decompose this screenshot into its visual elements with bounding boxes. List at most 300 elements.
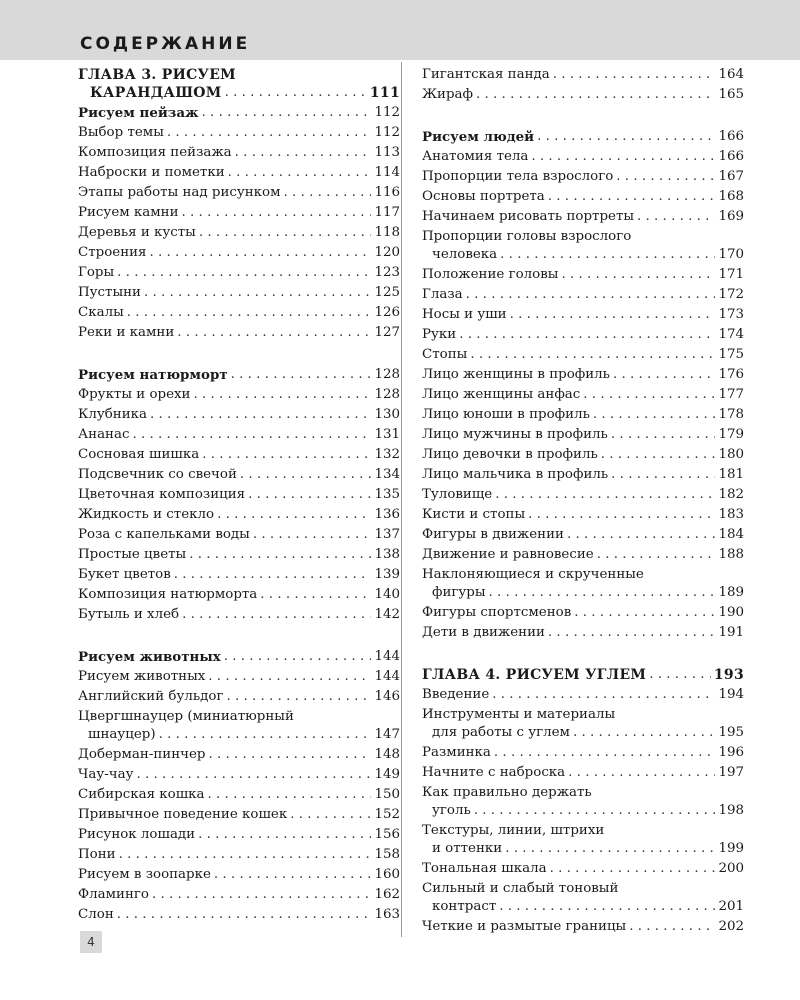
- toc-entry[interactable]: [78, 404, 400, 424]
- dot-leader: [136, 766, 371, 784]
- toc-page-number: 126: [374, 305, 400, 320]
- toc-entry-title: Носы и уши: [422, 307, 507, 322]
- toc-entry-title: Тональная шкала: [422, 861, 547, 876]
- toc-entry[interactable]: [422, 916, 744, 936]
- dot-leader: [193, 386, 371, 404]
- toc-entry-title: Привычное поведение кошек: [78, 807, 288, 822]
- toc-entry[interactable]: [422, 858, 744, 878]
- toc-entry-title: ГЛАВА 3. РИСУЕМ: [78, 67, 236, 83]
- page-title: СОДЕРЖАНИЕ: [80, 34, 251, 54]
- toc-entry[interactable]: [422, 504, 744, 524]
- toc-entry-title: Ананас: [78, 427, 130, 442]
- toc-page-number: 198: [718, 803, 744, 818]
- dot-leader: [548, 624, 716, 642]
- toc-page-number: 172: [718, 287, 744, 302]
- toc-entry-title: Разминка: [422, 745, 491, 760]
- toc-entry-title: Английский бульдог: [78, 689, 224, 704]
- toc-entry-title: Рисуем в зоопарке: [78, 867, 211, 882]
- toc-entry-title: Доберман-пинчер: [78, 747, 206, 762]
- dot-leader: [225, 84, 367, 102]
- toc-entry-title: Букет цветов: [78, 567, 171, 582]
- toc-page-number: 171: [718, 267, 744, 282]
- dot-leader: [198, 826, 371, 844]
- section-gap: [422, 104, 744, 126]
- toc-entry-title: Текстуры, линии, штрихи: [422, 823, 605, 838]
- dot-leader: [132, 426, 371, 444]
- toc-entry[interactable]: [422, 206, 744, 226]
- toc-entry-title: Слон: [78, 907, 114, 922]
- toc-entry-title: Пони: [78, 847, 116, 862]
- dot-leader: [499, 898, 715, 916]
- toc-entry-title: Рисунок лошади: [78, 827, 196, 842]
- toc-entry[interactable]: [422, 304, 744, 324]
- toc-entry-title: Пустыни: [78, 285, 141, 300]
- toc-entry-title: Пропорции тела взрослого: [422, 169, 614, 184]
- toc-page-number: 117: [374, 205, 400, 220]
- toc-entry-title: Анатомия тела: [422, 149, 529, 164]
- toc-chapter[interactable]: [422, 664, 744, 684]
- toc-page-number: 140: [374, 587, 400, 602]
- toc-entry[interactable]: [422, 684, 744, 704]
- toc-entry[interactable]: [78, 706, 400, 744]
- dot-leader: [159, 726, 372, 744]
- toc-entry[interactable]: [78, 424, 400, 444]
- dot-leader: [150, 244, 372, 262]
- toc-entry[interactable]: [78, 524, 400, 544]
- toc-entry-title: Лицо юноши в профиль: [422, 407, 590, 422]
- toc-page-number: 170: [718, 247, 744, 262]
- toc-entry[interactable]: [78, 162, 400, 182]
- toc-page-number: 176: [718, 367, 744, 382]
- toc-entry-title: Наклоняющиеся и скрученные: [422, 567, 644, 582]
- toc-entry[interactable]: [78, 182, 400, 202]
- toc-page-number: 130: [374, 407, 400, 422]
- toc-entry[interactable]: [422, 404, 744, 424]
- toc-entry-title: Выбор темы: [78, 125, 164, 140]
- dot-leader: [248, 486, 371, 504]
- dot-leader: [174, 566, 372, 584]
- dot-leader: [637, 208, 715, 226]
- toc-entry[interactable]: [78, 202, 400, 222]
- toc-entry-title: Лицо женщины анфас: [422, 387, 581, 402]
- toc-entry-title: Начинаем рисовать портреты: [422, 209, 635, 224]
- toc-page-number: 128: [374, 367, 400, 382]
- toc-entry[interactable]: [422, 464, 744, 484]
- toc-entry-title: Кисти и стопы: [422, 507, 526, 522]
- toc-entry[interactable]: [422, 762, 744, 782]
- toc-page-number: 165: [718, 87, 744, 102]
- toc-entry-title: Цвергшнауцер (миниатюрный: [78, 709, 294, 724]
- toc-page-number: 137: [374, 527, 400, 542]
- toc-entry-title: Сильный и слабый тоновый: [422, 881, 619, 896]
- toc-page-number: 135: [374, 487, 400, 502]
- toc-entry-title: Фигуры в движении: [422, 527, 564, 542]
- dot-leader: [226, 688, 371, 706]
- toc-page-number: 189: [718, 585, 744, 600]
- dot-leader: [613, 366, 715, 384]
- toc-page-number: 173: [718, 307, 744, 322]
- dot-leader: [476, 86, 715, 104]
- toc-entry[interactable]: [422, 782, 744, 820]
- toc-entry-title: Сибирская кошка: [78, 787, 205, 802]
- toc-entry[interactable]: [422, 146, 744, 166]
- toc-entry[interactable]: [78, 222, 400, 242]
- toc-entry[interactable]: [78, 744, 400, 764]
- dot-leader: [510, 306, 716, 324]
- toc-entry[interactable]: [78, 282, 400, 302]
- toc-page-number: 174: [718, 327, 744, 342]
- toc-entry-title: Подсвечник со свечой: [78, 467, 237, 482]
- toc-page-number: 111: [369, 85, 400, 101]
- toc-page-number: 116: [374, 185, 400, 200]
- toc-section[interactable]: [78, 646, 400, 666]
- toc-entry-title: Рисуем людей: [422, 129, 535, 145]
- toc-entry-title: Жираф: [422, 87, 474, 102]
- toc-page-number: 190: [718, 605, 744, 620]
- dot-leader: [548, 188, 716, 206]
- toc-entry-title: и оттенки: [432, 841, 503, 856]
- toc-entry[interactable]: [78, 262, 400, 282]
- dot-leader: [474, 802, 716, 820]
- toc-entry-title: Как правильно держать: [422, 785, 592, 800]
- toc-page-number: 152: [374, 807, 400, 822]
- dot-leader: [240, 466, 372, 484]
- dot-leader: [260, 586, 371, 604]
- toc-entry[interactable]: [78, 904, 400, 924]
- toc-entry-title: Жидкость и стекло: [78, 507, 215, 522]
- toc-entry[interactable]: [78, 604, 400, 624]
- toc-entry-title: Рисуем натюрморт: [78, 367, 228, 383]
- dot-leader: [593, 406, 716, 424]
- dot-leader: [597, 546, 716, 564]
- toc-entry-title: ГЛАВА 4. РИСУЕМ УГЛЕМ: [422, 667, 647, 683]
- dot-leader: [459, 326, 715, 344]
- dot-leader: [208, 746, 371, 764]
- dot-leader: [235, 144, 372, 162]
- toc-left-column: [78, 64, 400, 924]
- page-number: 4: [80, 931, 102, 953]
- toc-page-number: 112: [374, 105, 400, 120]
- toc-entry[interactable]: [422, 524, 744, 544]
- toc-entry[interactable]: [422, 424, 744, 444]
- toc-entry-title: Рисуем пейзаж: [78, 105, 199, 121]
- toc-entry-title: фигуры: [432, 585, 486, 600]
- dot-leader: [500, 246, 715, 264]
- toc-entry-title: Четкие и размытые границы: [422, 919, 627, 934]
- toc-page-number: 123: [374, 265, 400, 280]
- toc-entry-title: Рисуем камни: [78, 205, 179, 220]
- toc-entry[interactable]: [422, 166, 744, 186]
- toc-page-number: 127: [374, 325, 400, 340]
- toc-entry-title: Глаза: [422, 287, 463, 302]
- toc-page-number: 125: [374, 285, 400, 300]
- toc-page-number: 191: [718, 625, 744, 640]
- toc-entry[interactable]: [422, 622, 744, 642]
- dot-leader: [489, 584, 716, 602]
- dot-leader: [202, 104, 372, 122]
- toc-entry[interactable]: [78, 302, 400, 322]
- toc-entry-title: Скалы: [78, 305, 124, 320]
- toc-entry[interactable]: [78, 142, 400, 162]
- toc-entry[interactable]: [422, 484, 744, 504]
- toc-page-number: 179: [718, 427, 744, 442]
- toc-page-number: 183: [718, 507, 744, 522]
- toc-entry[interactable]: [422, 186, 744, 206]
- toc-entry[interactable]: [422, 564, 744, 602]
- toc-entry-title: человека: [432, 247, 498, 262]
- section-gap: [422, 642, 744, 664]
- toc-entry-title: Фламинго: [78, 887, 149, 902]
- dot-leader: [150, 406, 371, 424]
- toc-page-number: 175: [718, 347, 744, 362]
- dot-leader: [189, 546, 371, 564]
- dot-leader: [177, 324, 371, 342]
- toc-entry-title: Клубника: [78, 407, 148, 422]
- toc-section[interactable]: [78, 364, 400, 384]
- toc-entry[interactable]: [78, 242, 400, 262]
- dot-leader: [550, 860, 716, 878]
- toc-page-number: 162: [374, 887, 400, 902]
- dot-leader: [466, 286, 716, 304]
- toc-entry-title: Деревья и кусты: [78, 225, 196, 240]
- toc-entry[interactable]: [422, 742, 744, 762]
- toc-page-number: 200: [718, 861, 744, 876]
- toc-entry[interactable]: [422, 544, 744, 564]
- toc-entry-title: Этапы работы над рисунком: [78, 185, 281, 200]
- toc-entry[interactable]: [78, 504, 400, 524]
- toc-page-number: 150: [374, 787, 400, 802]
- toc-entry[interactable]: [78, 122, 400, 142]
- toc-entry[interactable]: [78, 444, 400, 464]
- toc-page-number: 168: [718, 189, 744, 204]
- toc-entry[interactable]: [78, 322, 400, 342]
- toc-entry-title: Лицо девочки в профиль: [422, 447, 598, 462]
- toc-entry-title: Положение головы: [422, 267, 559, 282]
- toc-page-number: 167: [718, 169, 744, 184]
- toc-page-number: 180: [718, 447, 744, 462]
- toc-entry[interactable]: [78, 764, 400, 784]
- dot-leader: [290, 806, 371, 824]
- dot-leader: [144, 284, 371, 302]
- dot-leader: [528, 506, 715, 524]
- dot-leader: [152, 886, 371, 904]
- toc-page-number: 202: [718, 919, 744, 934]
- toc-entry[interactable]: [422, 264, 744, 284]
- toc-entry-title: Композиция натюрморта: [78, 587, 258, 602]
- toc-entry-title: Туловище: [422, 487, 493, 502]
- toc-page-number: 199: [718, 841, 744, 856]
- toc-entry[interactable]: [422, 384, 744, 404]
- toc-page-number: 181: [718, 467, 744, 482]
- dot-leader: [217, 506, 371, 524]
- dot-leader: [601, 446, 716, 464]
- toc-entry[interactable]: [78, 864, 400, 884]
- toc-entry[interactable]: [78, 384, 400, 404]
- dot-leader: [231, 366, 372, 384]
- toc-page-number: 164: [718, 67, 744, 82]
- toc-entry-title: Композиция пейзажа: [78, 145, 232, 160]
- toc-page-number: 128: [374, 387, 400, 402]
- dot-leader: [505, 840, 715, 858]
- toc-page-number: 193: [713, 667, 744, 683]
- toc-entry[interactable]: [78, 686, 400, 706]
- toc-page-number: 147: [374, 727, 400, 742]
- dot-leader: [494, 744, 716, 762]
- toc-page-number: 148: [374, 747, 400, 762]
- toc-entry-title: Роза с капельками воды: [78, 527, 250, 542]
- dot-leader: [127, 304, 372, 322]
- toc-page-number: 136: [374, 507, 400, 522]
- toc-entry-title: Простые цветы: [78, 547, 187, 562]
- toc-page-number: 158: [374, 847, 400, 862]
- toc-entry-title: для работы с углем: [432, 725, 570, 740]
- dot-leader: [531, 148, 715, 166]
- toc-entry-title: Фигуры спортсменов: [422, 605, 572, 620]
- dot-leader: [208, 786, 372, 804]
- dot-leader: [583, 386, 715, 404]
- dot-leader: [611, 466, 715, 484]
- toc-entry-title: Лицо женщины в профиль: [422, 367, 610, 382]
- dot-leader: [208, 668, 371, 686]
- toc-entry-title: Рисуем животных: [78, 669, 206, 684]
- dot-leader: [492, 686, 715, 704]
- toc-page-number: 144: [374, 649, 400, 664]
- toc-entry-title: Цветочная композиция: [78, 487, 246, 502]
- dot-leader: [573, 724, 715, 742]
- toc-entry[interactable]: [78, 484, 400, 504]
- dot-leader: [537, 128, 715, 146]
- toc-entry[interactable]: [422, 344, 744, 364]
- dot-leader: [253, 526, 372, 544]
- toc-page-number: 132: [374, 447, 400, 462]
- toc-entry[interactable]: [78, 844, 400, 864]
- toc-page-number: 160: [374, 867, 400, 882]
- toc-page-number: 201: [718, 899, 744, 914]
- toc-section[interactable]: [422, 126, 744, 146]
- toc-entry[interactable]: [422, 364, 744, 384]
- toc-entry[interactable]: [78, 666, 400, 686]
- dot-leader: [119, 846, 372, 864]
- dot-leader: [284, 184, 372, 202]
- toc-entry-title: Движение и равновесие: [422, 547, 594, 562]
- toc-page-number: 184: [718, 527, 744, 542]
- dot-leader: [553, 66, 716, 84]
- dot-leader: [495, 486, 715, 504]
- toc-entry[interactable]: [78, 564, 400, 584]
- toc-entry-title: Чау-чау: [78, 767, 134, 782]
- toc-entry-title: уголь: [432, 803, 471, 818]
- dot-leader: [567, 526, 715, 544]
- toc-page-number: 194: [718, 687, 744, 702]
- toc-entry[interactable]: [78, 824, 400, 844]
- toc-entry-title: Бутыль и хлеб: [78, 607, 180, 622]
- section-gap: [78, 624, 400, 646]
- toc-entry[interactable]: [78, 544, 400, 564]
- toc-page-number: 134: [374, 467, 400, 482]
- toc-entry[interactable]: [422, 820, 744, 858]
- toc-page-number: 131: [374, 427, 400, 442]
- toc-page-number: 177: [718, 387, 744, 402]
- dot-leader: [167, 124, 372, 142]
- toc-entry-title: Руки: [422, 327, 457, 342]
- dot-leader: [117, 264, 371, 282]
- toc-page-number: 197: [718, 765, 744, 780]
- toc-entry[interactable]: [422, 226, 744, 264]
- dot-leader: [117, 906, 372, 924]
- toc-entry-title: Рисуем животных: [78, 649, 221, 665]
- toc-page-number: 163: [374, 907, 400, 922]
- toc-entry-title: Лицо мальчика в профиль: [422, 467, 609, 482]
- toc-entry-title: Гигантская панда: [422, 67, 550, 82]
- toc-chapter[interactable]: [78, 64, 400, 102]
- toc-page-number: 166: [718, 129, 744, 144]
- toc-entry[interactable]: [78, 804, 400, 824]
- toc-entry[interactable]: [78, 784, 400, 804]
- toc-page-number: 118: [374, 225, 400, 240]
- toc-entry[interactable]: [422, 602, 744, 622]
- column-divider: [401, 62, 402, 937]
- toc-entry[interactable]: [78, 464, 400, 484]
- toc-entry[interactable]: [78, 884, 400, 904]
- toc-entry-title: Строения: [78, 245, 147, 260]
- toc-entry-title: Введение: [422, 687, 490, 702]
- dot-leader: [568, 764, 715, 782]
- toc-page-number: 146: [374, 689, 400, 704]
- dot-leader: [649, 666, 711, 684]
- toc-entry[interactable]: [422, 704, 744, 742]
- dot-leader: [470, 346, 715, 364]
- dot-leader: [616, 168, 715, 186]
- toc-entry[interactable]: [422, 84, 744, 104]
- toc-entry[interactable]: [422, 324, 744, 344]
- toc-entry-title: Начните с наброска: [422, 765, 566, 780]
- dot-leader: [629, 918, 715, 936]
- toc-page-number: 195: [718, 725, 744, 740]
- toc-entry[interactable]: [422, 444, 744, 464]
- toc-page-number: 149: [374, 767, 400, 782]
- toc-entry[interactable]: [422, 284, 744, 304]
- toc-entry-title: Фрукты и орехи: [78, 387, 191, 402]
- toc-page-number: 182: [718, 487, 744, 502]
- dot-leader: [214, 866, 372, 884]
- dot-leader: [202, 446, 371, 464]
- dot-leader: [182, 204, 372, 222]
- dot-leader: [182, 606, 371, 624]
- toc-page-number: 113: [374, 145, 400, 160]
- toc-page-number: 138: [374, 547, 400, 562]
- toc-page-number: 166: [718, 149, 744, 164]
- toc-entry[interactable]: [422, 64, 744, 84]
- toc-entry[interactable]: [78, 584, 400, 604]
- toc-page-number: 142: [374, 607, 400, 622]
- toc-page-number: 156: [374, 827, 400, 842]
- dot-leader: [561, 266, 715, 284]
- dot-leader: [611, 426, 716, 444]
- toc-page-number: 196: [718, 745, 744, 760]
- toc-section[interactable]: [78, 102, 400, 122]
- toc-right-column: [422, 64, 744, 936]
- dot-leader: [224, 648, 372, 666]
- dot-leader: [228, 164, 372, 182]
- toc-page-number: 178: [718, 407, 744, 422]
- toc-page-number: 188: [718, 547, 744, 562]
- toc-entry[interactable]: [422, 878, 744, 916]
- toc-entry-title: Сосновая шишка: [78, 447, 200, 462]
- toc-entry-title: Горы: [78, 265, 115, 280]
- toc-page-number: 139: [374, 567, 400, 582]
- toc-entry-title: шнауцер): [88, 727, 156, 742]
- dot-leader: [574, 604, 715, 622]
